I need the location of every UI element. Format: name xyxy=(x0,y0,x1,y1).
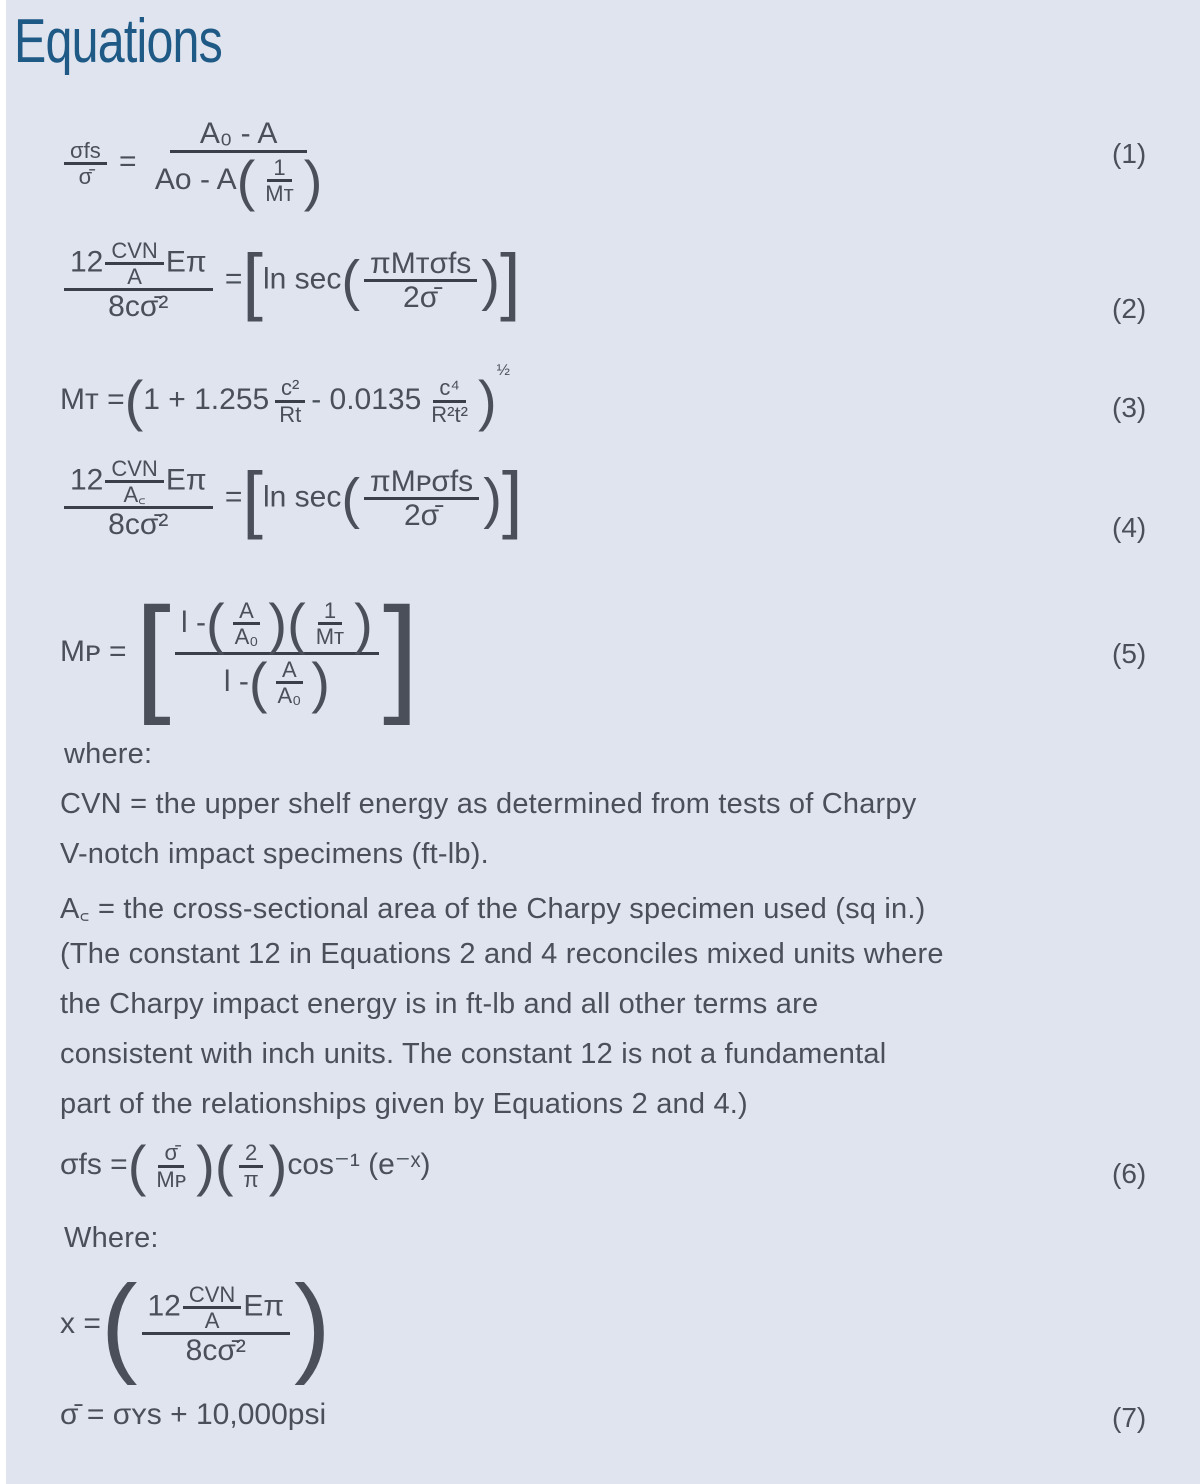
eq1-rhs-den: Ao - A( $\frac{1}{\text{Mᴛ}}$ ) xyxy=(154,148,323,212)
eq6-sbar: σ̄ xyxy=(158,1141,184,1167)
eq3-f1-num: c² xyxy=(275,376,305,402)
eqx-den: 8cσ̄² xyxy=(185,1334,246,1368)
eq2-inner-frac xyxy=(364,248,477,314)
eq5-den-a0: A₀ xyxy=(277,683,302,708)
eq6-frac1 xyxy=(150,1141,192,1190)
equation-7: σ̄ = σʏs + 10,000psi xyxy=(60,1398,327,1431)
equation-number-6: (6) xyxy=(1112,1158,1147,1189)
equation-2: 12 $\frac{\text{CVN}}{A}$ Eπ 8cσ̄² =[ln sec( $\frac{\text{πMᴛσfs}}{2\sigmā}$ )] xyxy=(60,238,521,323)
eq5-mt: Mᴛ xyxy=(315,624,345,649)
eq6-pi: π xyxy=(243,1166,259,1192)
eqx-coef: 12 xyxy=(147,1289,181,1323)
eq2-inner-den: 2σ̄ xyxy=(403,281,439,314)
equation-1: $\frac{\text{σfs}}{\sigmā}$ = A₀ - A Ao - A( $\frac{1}{\text{Mᴛ}}$ ) xyxy=(60,118,332,209)
eq2-cvn: CVN xyxy=(105,239,163,265)
eq2-lhs-num xyxy=(64,239,213,291)
definition-line-2: V-notch impact specimens (ft-lb). xyxy=(60,838,489,870)
eq2-cvn-frac xyxy=(105,239,163,288)
eq2-a: A xyxy=(127,263,142,289)
equation-number-1: (1) xyxy=(1112,138,1147,169)
eq5-a0: A₀ xyxy=(234,624,259,649)
equation-number-2: (2) xyxy=(1112,293,1147,324)
eq3-exponent: ½ xyxy=(496,362,510,379)
eq6-two: 2 xyxy=(239,1141,263,1167)
equation-x: x =( 12 $\frac{\text{CVN}}{A}$ Eπ 8cσ̄² ) xyxy=(60,1263,331,1386)
eq1-lhs-den: σ̄ xyxy=(78,163,93,189)
eqx-epi: Eπ xyxy=(243,1289,285,1323)
eq4-lhs-num xyxy=(64,457,213,509)
page-title: Equations xyxy=(14,7,223,76)
eq5-num: l -( $\frac{A}{\text{A₀}}$ )( $\frac{1}{\text{Mᴛ}}$ ) xyxy=(175,596,379,655)
eq1-rhs-num: A₀ - A xyxy=(170,118,307,153)
definition-line-4: (The constant 12 in Equations 2 and 4 reconciles mixed units where xyxy=(60,938,944,970)
eq2-coef: 12 xyxy=(70,245,104,279)
eq5-den-frac xyxy=(271,658,307,707)
eq1-inner-fraction xyxy=(259,156,299,205)
eq5-a: A xyxy=(233,599,260,625)
eq6-cos: cos⁻¹ (e⁻ˣ) xyxy=(287,1147,431,1181)
definition-line-7: part of the relationships given by Equations 2 and 4.) xyxy=(60,1088,748,1120)
eqx-a: A xyxy=(204,1308,220,1334)
equation-3: Mᴛ =(1 + 1.255 $\frac{\text{c²}}{Rt}$ - 0.0135 $\frac{\text{c⁴}}{\text{R²t²}}$ )$^{\frac{1}{2}}$ xyxy=(60,362,510,433)
eq5-den-a: A xyxy=(276,658,303,684)
eq2-lhs-den: 8cσ̄² xyxy=(108,289,169,323)
eqx-cvn: CVN xyxy=(183,1283,241,1309)
equation-5: Mᴘ = [ l -( $\frac{A}{\text{A₀}}$ )( $\frac{1}{\text{Mᴛ}}$ ) l -( $\frac{A}{\text{A₀}}$ ) ] xyxy=(60,580,419,726)
eq3-lhs: Mᴛ = xyxy=(60,383,125,416)
eq1-inner-num: 1 xyxy=(267,156,291,182)
definition-line-3: A꜀ = the cross-sectional area of the Charpy specimen used (sq in.) xyxy=(60,893,926,925)
eq3-f2-num: c⁴ xyxy=(433,376,465,402)
eq6-frac2 xyxy=(237,1141,264,1190)
eqx-cvn-frac xyxy=(183,1283,241,1332)
eq4-cvn-frac xyxy=(105,457,163,506)
where-label-2: Where: xyxy=(64,1222,159,1254)
eq4-lhs-fraction xyxy=(64,457,213,541)
eq5-1-mt xyxy=(310,599,350,648)
definition-line-5: the Charpy impact energy is in ft-lb and all other terms are xyxy=(60,988,819,1020)
eq6-mp: Mᴘ xyxy=(156,1166,187,1192)
equation-number-4: (4) xyxy=(1112,512,1147,543)
eq3-body: 1 + 1.255 xyxy=(143,383,270,416)
eq2-ln-sec: ln sec xyxy=(262,262,342,296)
eqx-lhs: x = xyxy=(60,1306,101,1340)
page-edge xyxy=(0,0,6,1484)
eq5-main-frac xyxy=(175,591,379,714)
eq4-inner-den: 2σ̄ xyxy=(404,499,440,532)
equation-6: σfs =( $\frac{\sigmā}{\text{Mᴘ}}$ )( $\frac{2}{\pi}$ )cos⁻¹ (e⁻ˣ) xyxy=(60,1134,431,1197)
eq4-a: A꜀ xyxy=(123,481,146,507)
eq2-epi: Eπ xyxy=(165,245,207,279)
eq2-lhs-fraction xyxy=(64,239,213,323)
eq3-f1-den: Rt xyxy=(279,401,302,427)
eq4-ln-sec: ln sec xyxy=(262,480,342,514)
eq5-a-a0 xyxy=(229,599,265,648)
eq1-inner-den: Mᴛ xyxy=(265,181,294,206)
definition-line-6: consistent with inch units. The constant 12 is not a fundamental xyxy=(60,1038,887,1070)
definition-line-1: CVN = the upper shelf energy as determined from tests of Charpy xyxy=(60,788,917,820)
eq3-f2-den: R²t² xyxy=(431,401,468,427)
eq3-minus: - 0.0135 xyxy=(311,383,422,416)
eq1-lhs-num: σfs xyxy=(64,139,107,165)
eq1-rhs-fraction xyxy=(149,117,328,212)
eq1-den-prefix: Ao - A xyxy=(154,162,237,196)
eq5-den: l -( $\frac{A}{\text{A₀}}$ ) xyxy=(223,650,330,714)
eqx-num xyxy=(142,1283,291,1335)
eq6-lhs: σfs = xyxy=(60,1147,128,1181)
eq5-one: 1 xyxy=(318,599,342,625)
eq5-den-prefix: l - xyxy=(223,664,249,698)
equation-number-5: (5) xyxy=(1112,638,1147,669)
eq2-inner-num: πMᴛσfs xyxy=(364,248,477,283)
eq1-lhs-fraction xyxy=(64,139,107,188)
eq4-coef: 12 xyxy=(70,463,104,497)
equation-number-3: (3) xyxy=(1112,392,1147,423)
eq4-lhs-den: 8cσ̄² xyxy=(108,507,169,541)
where-label: where: xyxy=(64,738,153,770)
eqx-frac xyxy=(142,1283,291,1367)
equation-4: 12 $\frac{\text{CVN}}{A꜀}$ Eπ 8cσ̄² =[ln sec( $\frac{\text{πMᴘσfs}}{2\sigmā}$ )] xyxy=(60,456,522,541)
eq4-cvn: CVN xyxy=(105,457,163,483)
equation-number-7: (7) xyxy=(1112,1402,1147,1433)
eq5-lhs: Mᴘ = xyxy=(60,634,127,668)
eq4-epi: Eπ xyxy=(165,463,207,497)
eq4-inner-num: πMᴘσfs xyxy=(364,466,479,501)
eq4-inner-frac xyxy=(364,466,479,532)
eq3-frac1 xyxy=(273,376,307,425)
eq3-frac2 xyxy=(425,376,474,425)
eq5-num-prefix: l - xyxy=(180,605,206,639)
